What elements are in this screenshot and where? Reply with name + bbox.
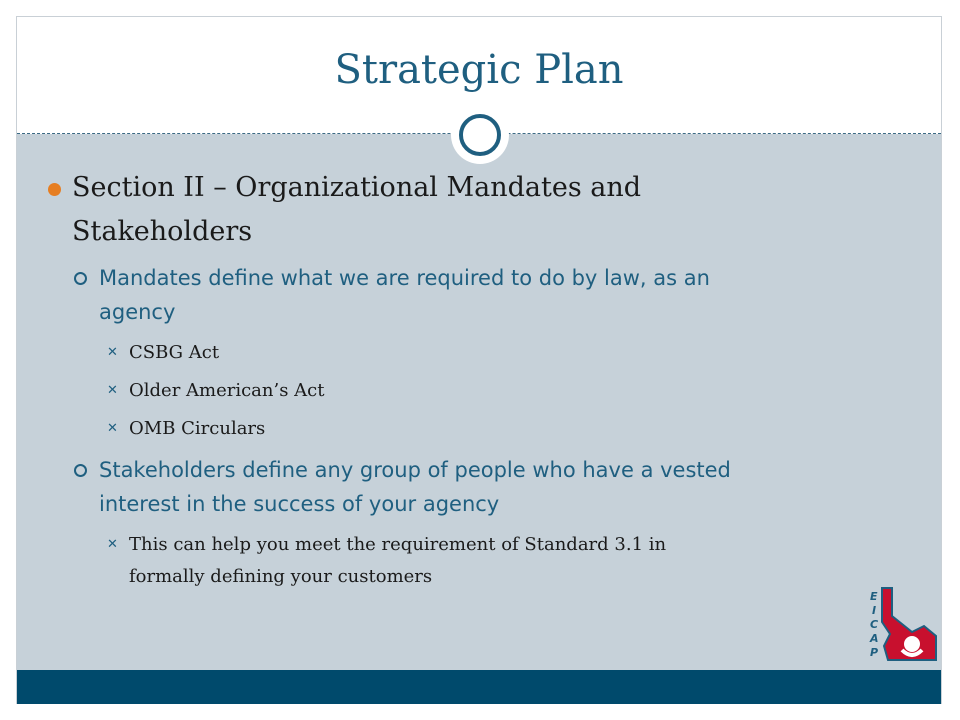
mandates-text-line2: agency xyxy=(99,300,176,324)
level1-bullet-icon xyxy=(48,183,61,196)
level2-bullet-icon xyxy=(74,272,87,285)
mandate-item: OMB Circulars xyxy=(129,418,266,439)
level3-bullet-icon: ✕ xyxy=(107,421,118,436)
logo-letter-e: E xyxy=(870,590,878,603)
footer-bar xyxy=(17,670,941,704)
logo-letter-i: I xyxy=(872,604,877,617)
slide-title: Strategic Plan xyxy=(334,47,624,93)
level3-bullet-icon: ✕ xyxy=(107,383,118,398)
level2-bullet-icon xyxy=(74,464,87,477)
logo-figure-icon xyxy=(904,636,920,652)
section-heading-line2: Stakeholders xyxy=(72,216,253,247)
mandates-text-line1: Mandates define what we are required to do by law, as an xyxy=(99,266,710,290)
stakeholder-item-line2: formally defining your customers xyxy=(129,566,433,587)
section-heading-line1: Section II – Organizational Mandates and xyxy=(72,172,642,203)
logo-letter-a: A xyxy=(870,632,879,645)
logo-letter-p: P xyxy=(870,646,879,659)
stakeholders-text-line1: Stakeholders define any group of people who have a vested xyxy=(99,458,731,482)
circle-ring xyxy=(459,114,501,156)
logo-letter-c: C xyxy=(870,618,879,631)
mandate-item: CSBG Act xyxy=(129,342,220,363)
eicap-logo xyxy=(868,586,938,662)
mandate-item: Older American’s Act xyxy=(129,380,325,401)
stakeholder-item-line1: This can help you meet the requirement of Standard 3.1 in xyxy=(129,534,667,555)
stakeholders-text-line2: interest in the success of your agency xyxy=(99,492,500,516)
level3-bullet-icon: ✕ xyxy=(107,537,118,552)
circle-ornament-icon xyxy=(451,106,509,164)
level3-bullet-icon: ✕ xyxy=(107,345,118,360)
